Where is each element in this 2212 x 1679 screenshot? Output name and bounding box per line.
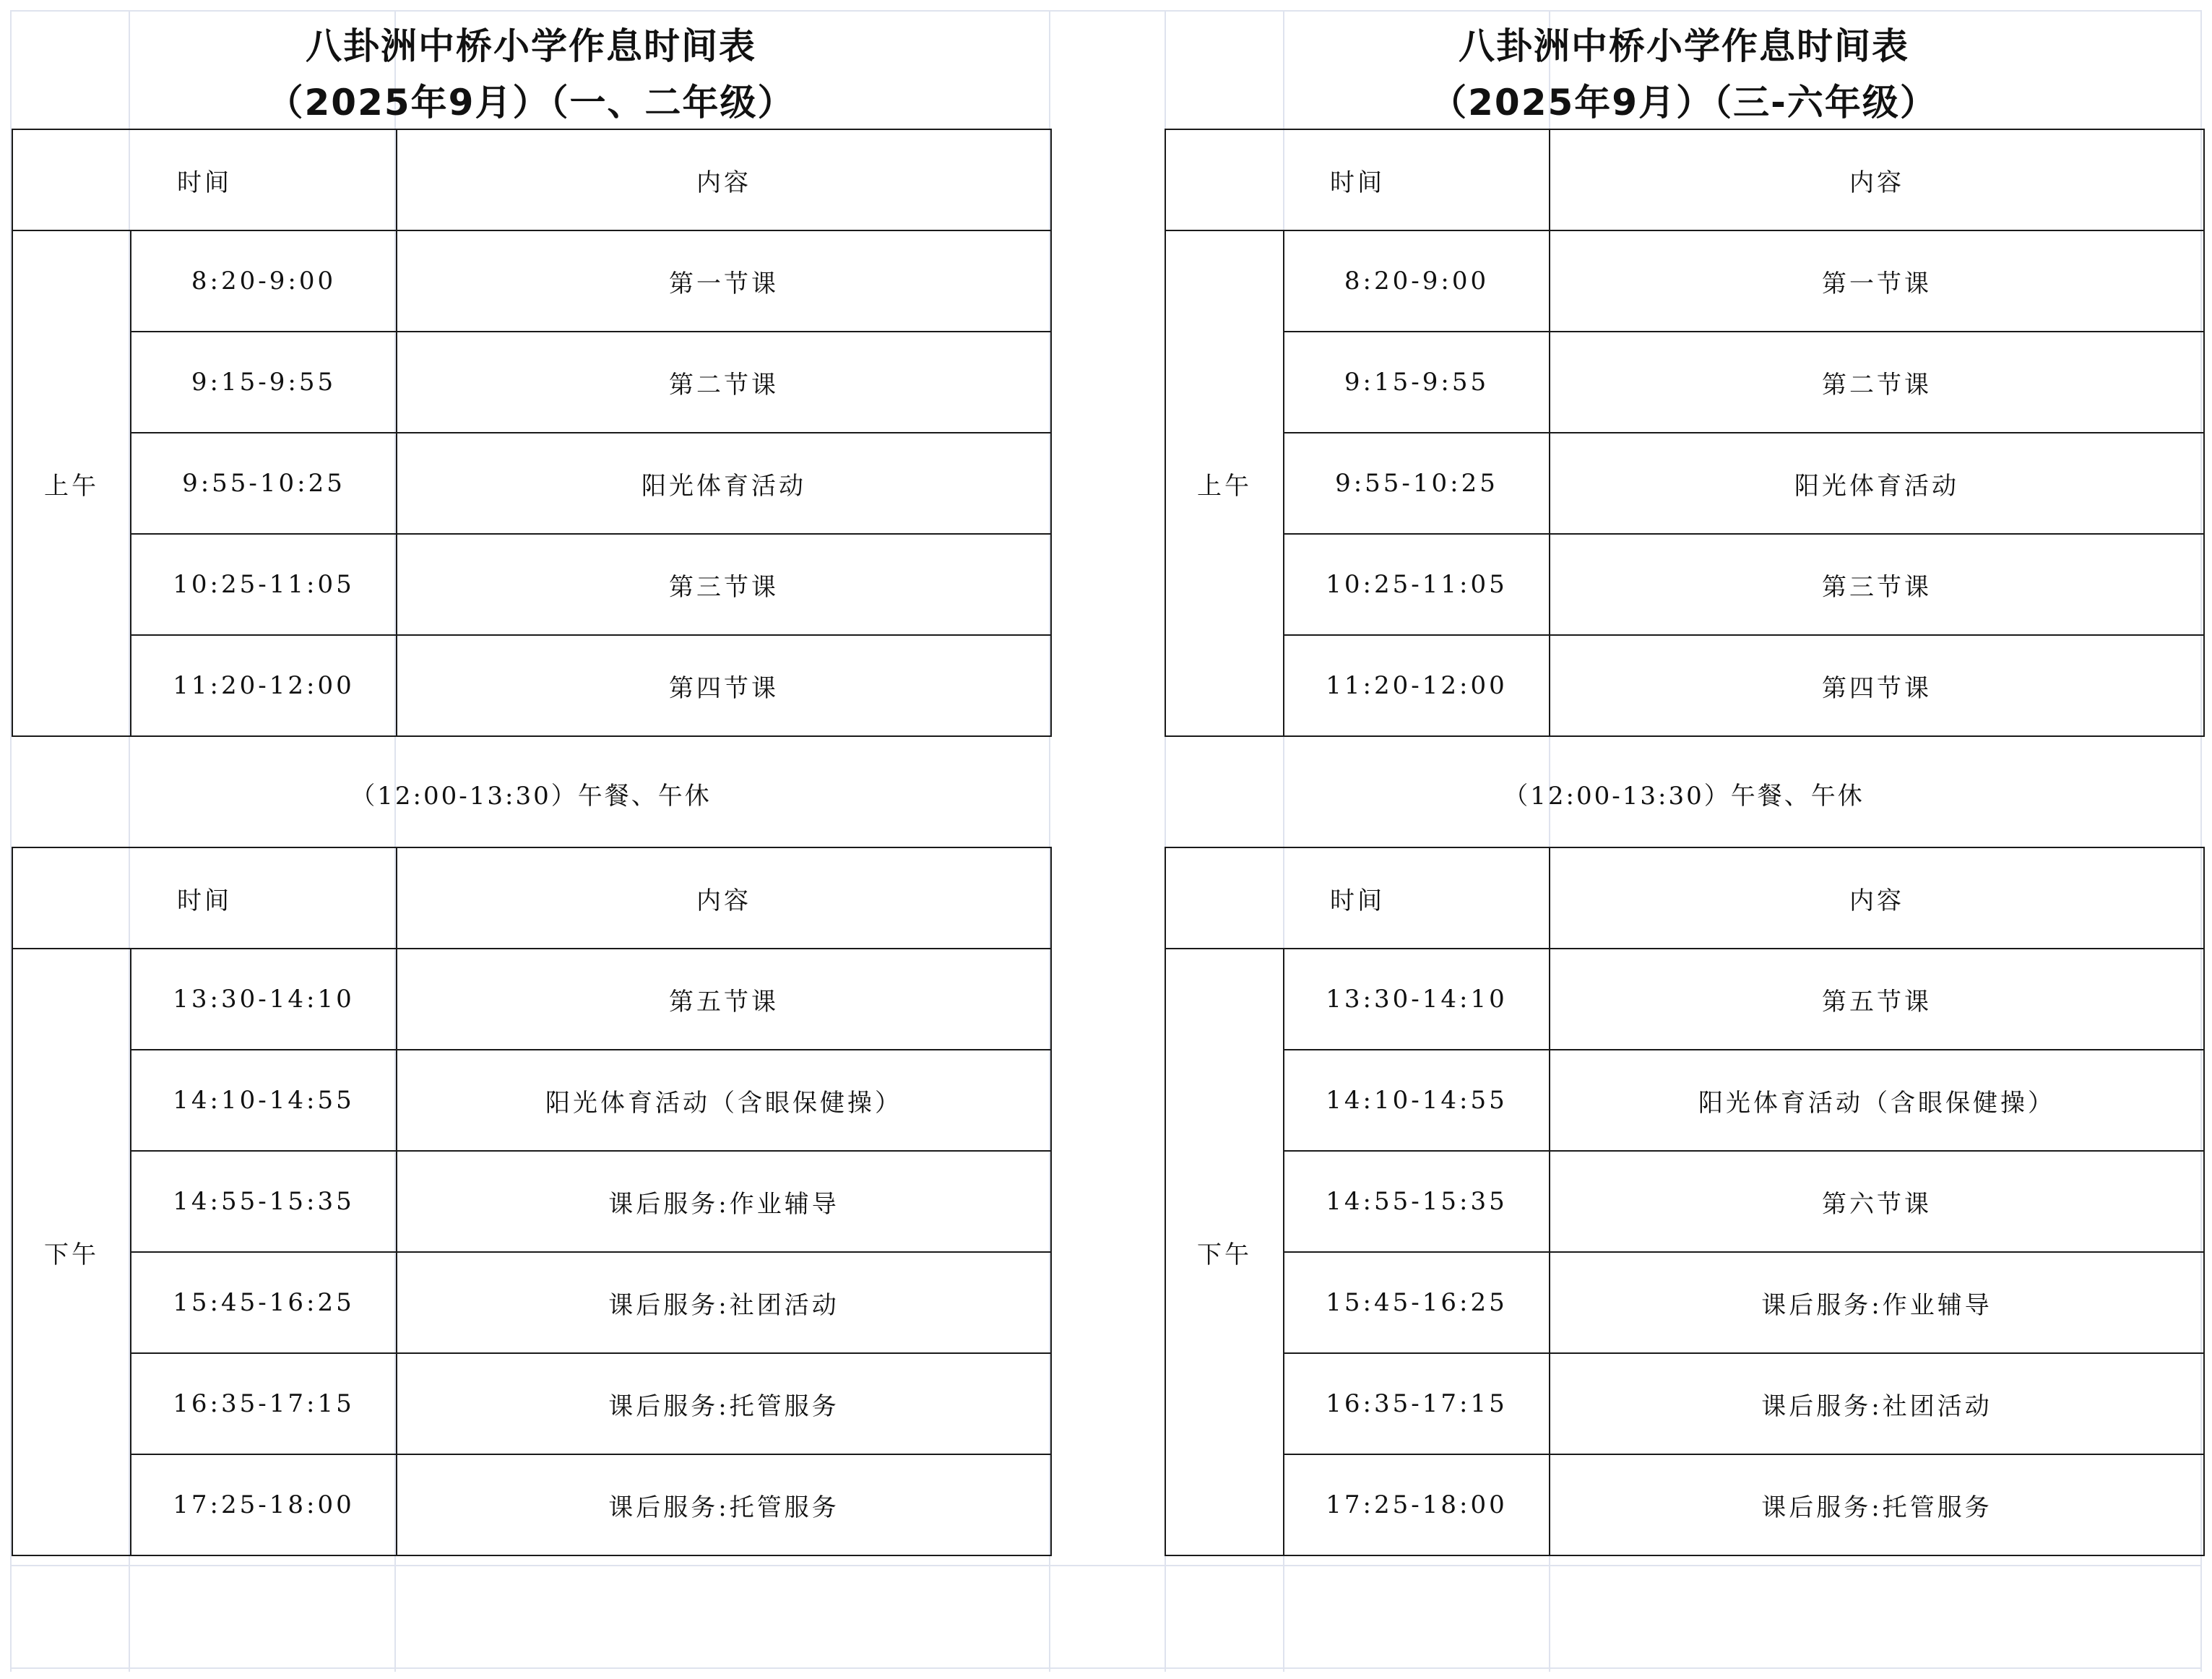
time-cell: 17:25-18:00 xyxy=(1284,1454,1550,1555)
content-cell: 第二节课 xyxy=(397,332,1051,433)
table-row xyxy=(12,635,1051,736)
header-content: 内容 xyxy=(397,129,1051,230)
content-cell: 第三节课 xyxy=(1550,534,2204,635)
content-cell: 第五节课 xyxy=(1550,949,2204,1050)
table-row xyxy=(1165,534,2204,635)
content-cell: 课后服务:社团活动 xyxy=(397,1252,1051,1353)
period-label-morning: 上午 xyxy=(1165,230,1284,736)
time-cell: 10:25-11:05 xyxy=(131,534,397,635)
gridline xyxy=(10,10,2202,12)
table-row xyxy=(1165,1050,2204,1151)
gridline xyxy=(10,1667,2202,1669)
header-time: 时间 xyxy=(1165,129,1550,230)
table-row xyxy=(1165,1252,2204,1353)
time-cell: 11:20-12:00 xyxy=(1284,635,1550,736)
content-cell: 第一节课 xyxy=(1550,230,2204,332)
lunch-break-note: （12:00-13:30）午餐、午休 xyxy=(350,782,712,811)
table-row xyxy=(12,1252,1051,1353)
table-row xyxy=(1165,635,2204,736)
table-header-row xyxy=(12,847,1051,949)
time-cell: 14:10-14:55 xyxy=(1284,1050,1550,1151)
table-header-row xyxy=(1165,847,2204,949)
content-cell: 阳光体育活动 xyxy=(397,433,1051,534)
content-cell: 课后服务:托管服务 xyxy=(397,1353,1051,1454)
table-header-row xyxy=(1165,129,2204,230)
period-label-afternoon: 下午 xyxy=(1165,949,1284,1555)
time-cell: 10:25-11:05 xyxy=(1284,534,1550,635)
table-row xyxy=(12,1454,1051,1555)
content-cell: 第二节课 xyxy=(1550,332,2204,433)
afternoon-schedule-table xyxy=(1165,847,2205,1556)
content-cell: 第六节课 xyxy=(1550,1151,2204,1252)
time-cell: 13:30-14:10 xyxy=(131,949,397,1050)
time-cell: 9:55-10:25 xyxy=(1284,433,1550,534)
time-cell: 16:35-17:15 xyxy=(1284,1353,1550,1454)
table-row xyxy=(12,1151,1051,1252)
table-row xyxy=(1165,433,2204,534)
morning-schedule-table xyxy=(12,129,1052,737)
morning-schedule-table xyxy=(1165,129,2205,737)
content-cell: 第四节课 xyxy=(1550,635,2204,736)
content-cell: 阳光体育活动（含眼保健操） xyxy=(397,1050,1051,1151)
sheet-title: 八卦洲中桥小学作息时间表 xyxy=(306,25,756,67)
content-cell: 课后服务:作业辅导 xyxy=(1550,1252,2204,1353)
time-cell: 15:45-16:25 xyxy=(1284,1252,1550,1353)
gridline xyxy=(10,1565,2202,1566)
lunch-break-note: （12:00-13:30）午餐、午休 xyxy=(1503,782,1865,811)
time-cell: 17:25-18:00 xyxy=(131,1454,397,1555)
time-cell: 14:10-14:55 xyxy=(131,1050,397,1151)
content-cell: 第三节课 xyxy=(397,534,1051,635)
header-content: 内容 xyxy=(397,847,1051,949)
sheet-subtitle: （2025年9月）（三-六年级） xyxy=(1430,82,1937,124)
content-cell: 课后服务:托管服务 xyxy=(1550,1454,2204,1555)
time-cell: 8:20-9:00 xyxy=(1284,230,1550,332)
table-row xyxy=(1165,1353,2204,1454)
content-cell: 课后服务:社团活动 xyxy=(1550,1353,2204,1454)
header-content: 内容 xyxy=(1550,847,2204,949)
time-cell: 9:15-9:55 xyxy=(131,332,397,433)
content-cell: 阳光体育活动 xyxy=(1550,433,2204,534)
time-cell: 15:45-16:25 xyxy=(131,1252,397,1353)
table-row xyxy=(12,433,1051,534)
header-content: 内容 xyxy=(1550,129,2204,230)
content-cell: 阳光体育活动（含眼保健操） xyxy=(1550,1050,2204,1151)
table-row xyxy=(12,534,1051,635)
header-time: 时间 xyxy=(12,129,397,230)
table-row xyxy=(1165,949,2204,1050)
time-cell: 14:55-15:35 xyxy=(1284,1151,1550,1252)
period-label-morning: 上午 xyxy=(12,230,131,736)
table-row xyxy=(1165,230,2204,332)
afternoon-schedule-table xyxy=(12,847,1052,1556)
time-cell: 13:30-14:10 xyxy=(1284,949,1550,1050)
table-row xyxy=(1165,1454,2204,1555)
time-cell: 8:20-9:00 xyxy=(131,230,397,332)
table-row xyxy=(12,1353,1051,1454)
time-cell: 16:35-17:15 xyxy=(131,1353,397,1454)
table-row xyxy=(12,230,1051,332)
header-time: 时间 xyxy=(1165,847,1550,949)
time-cell: 11:20-12:00 xyxy=(131,635,397,736)
table-row xyxy=(1165,1151,2204,1252)
table-row xyxy=(12,949,1051,1050)
sheet-title: 八卦洲中桥小学作息时间表 xyxy=(1459,25,1909,67)
table-header-row xyxy=(12,129,1051,230)
time-cell: 14:55-15:35 xyxy=(131,1151,397,1252)
content-cell: 第五节课 xyxy=(397,949,1051,1050)
table-row xyxy=(1165,332,2204,433)
table-row xyxy=(12,332,1051,433)
time-cell: 9:15-9:55 xyxy=(1284,332,1550,433)
header-time: 时间 xyxy=(12,847,397,949)
table-row xyxy=(12,1050,1051,1151)
content-cell: 课后服务:作业辅导 xyxy=(397,1151,1051,1252)
period-label-afternoon: 下午 xyxy=(12,949,131,1555)
time-cell: 9:55-10:25 xyxy=(131,433,397,534)
content-cell: 第一节课 xyxy=(397,230,1051,332)
content-cell: 第四节课 xyxy=(397,635,1051,736)
sheet-subtitle: （2025年9月）（一、二年级） xyxy=(267,82,795,124)
content-cell: 课后服务:托管服务 xyxy=(397,1454,1051,1555)
